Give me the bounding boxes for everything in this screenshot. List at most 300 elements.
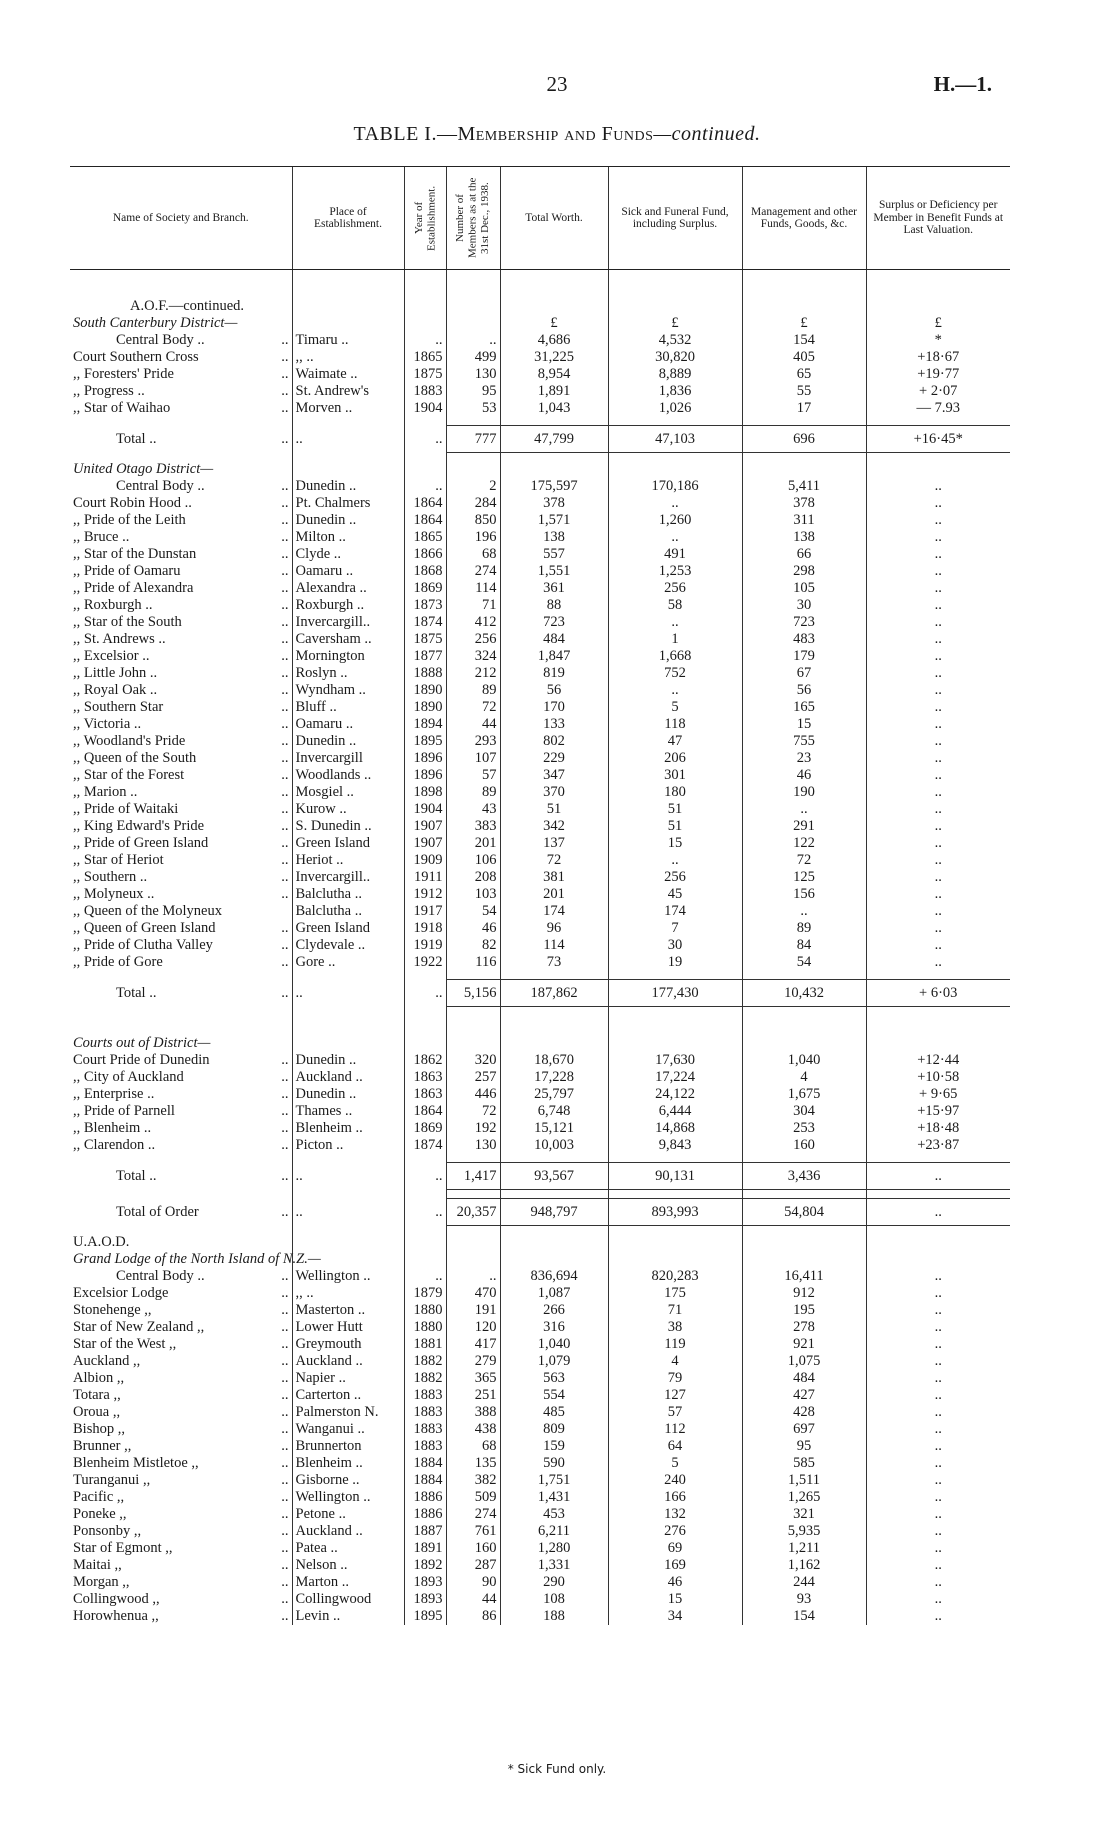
management-fund: 156 [742,886,866,903]
members: 120 [446,1319,500,1336]
leader-dots: .. [281,349,289,365]
table-row [70,903,1010,920]
surplus: +15·97 [866,1103,1010,1120]
surplus: — 7.93 [866,400,1010,417]
spacer-cell [500,1154,608,1163]
place: Balclutha .. [292,886,404,903]
sick-fund: 57 [608,1404,742,1421]
sick-fund: .. [608,495,742,512]
year: 1863 [404,1069,446,1086]
sick-fund: 301 [608,767,742,784]
management-fund: 17 [742,400,866,417]
leader-dots: .. [281,835,289,851]
surplus: .. [866,920,1010,937]
branch-name-cell [70,1052,292,1069]
branch-name-cell [70,1370,292,1387]
sick-fund: 175 [608,1285,742,1302]
total-worth: 175,597 [500,478,608,495]
sick-fund: 38 [608,1319,742,1336]
surplus: +18·48 [866,1120,1010,1137]
leader-dots: .. [281,580,289,596]
table-row [70,1103,1010,1120]
place: Morven .. [292,400,404,417]
sick-fund: 119 [608,1336,742,1353]
empty-cell [292,1035,404,1052]
leader-dots: .. [281,699,289,715]
branch-name: Star of Egmont ,, [73,1540,173,1556]
empty-cell [446,315,500,332]
total-worth: 1,431 [500,1489,608,1506]
sick-fund: 51 [608,801,742,818]
members: 114 [446,580,500,597]
surplus: .. [866,1523,1010,1540]
document-code: H.—1. [933,72,992,96]
branch-name-cell [70,750,292,767]
members: 68 [446,546,500,563]
sick-fund: 15 [608,835,742,852]
table-row [70,349,1010,366]
branch-name-cell [70,1069,292,1086]
management-fund: 66 [742,546,866,563]
branch-name: ,, Star of the Forest [73,767,185,783]
membership-table [70,166,1010,1625]
place: Thames .. [292,1103,404,1120]
spacer-cell [742,453,866,462]
leader-dots: .. [281,1370,289,1386]
leader-dots: .. [281,937,289,953]
branch-name-cell [70,597,292,614]
branch-name-cell [70,529,292,546]
table-row [70,614,1010,631]
branch-name: ,, Clarendon .. [73,1137,156,1153]
place: St. Andrew's [292,383,404,400]
members: 196 [446,529,500,546]
surplus: +19·77 [866,366,1010,383]
management-fund: 89 [742,920,866,937]
leader-dots: .. [281,954,289,970]
leader-dots: .. [281,984,289,1001]
currency-symbol: £ [742,315,866,332]
branch-name-cell [70,1557,292,1574]
branch-name-cell [70,1086,292,1103]
surplus: .. [866,835,1010,852]
currency-row [70,315,1010,332]
management-fund: 244 [742,1574,866,1591]
place: .. [292,426,404,453]
members: 274 [446,1506,500,1523]
col-header-surplus: Surplus or Deficiency per Member in Benefit Funds at Last Valuation. [866,167,1010,270]
place: Brunnerton [292,1438,404,1455]
members: 46 [446,920,500,937]
year: 1877 [404,648,446,665]
branch-name-cell [70,1199,292,1226]
total-worth: 4,686 [500,332,608,349]
branch-name: Excelsior Lodge [73,1285,169,1301]
surplus: .. [866,1455,1010,1472]
total-worth: 47,799 [500,426,608,453]
table-row [70,1086,1010,1103]
branch-name-cell [70,886,292,903]
year: 1890 [404,682,446,699]
spacer-cell [866,971,1010,980]
members: 438 [446,1421,500,1438]
branch-name: ,, Pride of Parnell [73,1103,175,1119]
branch-name: ,, Excelsior .. [73,648,150,664]
total-worth: 138 [500,529,608,546]
branch-name-cell [70,954,292,971]
year: 1883 [404,1404,446,1421]
branch-name: Court Robin Hood .. [73,495,192,511]
members: 388 [446,1404,500,1421]
table-row [70,1404,1010,1421]
members: 279 [446,1353,500,1370]
empty-cell [404,1035,446,1052]
sick-fund: 240 [608,1472,742,1489]
place: ,, .. [292,349,404,366]
place: Napier .. [292,1370,404,1387]
place: Auckland .. [292,1523,404,1540]
total-worth: 316 [500,1319,608,1336]
members: 130 [446,1137,500,1154]
year: 1875 [404,631,446,648]
leader-dots: .. [281,512,289,528]
leader-dots: .. [281,478,289,494]
year: 1882 [404,1370,446,1387]
sick-fund: 206 [608,750,742,767]
table-row [70,886,1010,903]
management-fund: 5,935 [742,1523,866,1540]
branch-name-cell [70,1336,292,1353]
spacer-cell [500,1226,608,1235]
empty-cell [742,461,866,478]
branch-name-cell [70,1489,292,1506]
total-worth: 108 [500,1591,608,1608]
year: 1887 [404,1523,446,1540]
branch-name-cell [70,1404,292,1421]
col-header-management: Management and other Funds, Goods, &c. [742,167,866,270]
branch-name: Total of Order [116,1203,199,1220]
branch-name: Central Body .. [116,1268,205,1284]
spacer-cell [446,1190,500,1199]
sick-fund: 118 [608,716,742,733]
surplus: .. [866,1574,1010,1591]
total-worth: 201 [500,886,608,903]
management-fund: 15 [742,716,866,733]
sick-fund: 491 [608,546,742,563]
table-row [70,1421,1010,1438]
table-row [70,1387,1010,1404]
spacer-cell [446,270,500,299]
management-fund: 1,162 [742,1557,866,1574]
empty-cell [500,1234,608,1251]
spacer-row [70,1226,1010,1235]
branch-name: Maitai ,, [73,1557,122,1573]
surplus: +23·87 [866,1137,1010,1154]
year: 1893 [404,1574,446,1591]
leader-dots: .. [281,563,289,579]
table-row [70,835,1010,852]
surplus: .. [866,1608,1010,1625]
empty-cell [292,1234,404,1251]
year: 1869 [404,580,446,597]
place: Balclutha .. [292,903,404,920]
table-body [70,270,1010,1626]
surplus: .. [866,784,1010,801]
year: 1864 [404,512,446,529]
table-row [70,750,1010,767]
spacer-cell [608,453,742,462]
currency-symbol: £ [608,315,742,332]
branch-name: ,, Bruce .. [73,529,130,545]
empty-cell [500,298,608,315]
leader-dots: .. [281,682,289,698]
empty-cell [866,298,1010,315]
members: 470 [446,1285,500,1302]
table-row [70,920,1010,937]
surplus: .. [866,1591,1010,1608]
branch-name: ,, Star of the Dunstan [73,546,197,562]
members: 72 [446,699,500,716]
branch-name-cell [70,1387,292,1404]
place: Bluff .. [292,699,404,716]
management-fund: 165 [742,699,866,716]
leader-dots: .. [281,1052,289,1068]
surplus: .. [866,682,1010,699]
spacer-cell [70,971,292,980]
spacer-cell [404,417,446,426]
branch-name-cell [70,426,292,453]
sick-fund: 276 [608,1523,742,1540]
leader-dots: .. [281,1506,289,1522]
leader-dots: .. [281,1069,289,1085]
year: .. [404,980,446,1007]
sick-fund: 1,260 [608,512,742,529]
year: 1880 [404,1302,446,1319]
total-worth: 188 [500,1608,608,1625]
year: 1896 [404,767,446,784]
year: 1882 [404,1353,446,1370]
branch-name: Poneke ,, [73,1506,127,1522]
year: 1919 [404,937,446,954]
empty-cell [500,1251,608,1268]
branch-name: Oroua ,, [73,1404,121,1420]
empty-cell [446,461,500,478]
place: Greymouth [292,1336,404,1353]
total-worth: 1,331 [500,1557,608,1574]
table-row [70,529,1010,546]
surplus: .. [866,529,1010,546]
branch-name: Total .. [116,430,157,447]
total-worth: 723 [500,614,608,631]
total-worth: 802 [500,733,608,750]
management-fund: 1,040 [742,1052,866,1069]
year: 1892 [404,1557,446,1574]
currency-symbol: £ [866,315,1010,332]
surplus: .. [866,852,1010,869]
place: Heriot .. [292,852,404,869]
total-worth: 114 [500,937,608,954]
branch-name-cell [70,580,292,597]
management-fund: 253 [742,1120,866,1137]
table-row [70,478,1010,495]
members: .. [446,1268,500,1285]
surplus: +10·58 [866,1069,1010,1086]
management-fund: 484 [742,1370,866,1387]
year: 1907 [404,818,446,835]
members: 89 [446,784,500,801]
sick-fund: 1 [608,631,742,648]
branch-name: ,, Pride of the Leith [73,512,186,528]
total-row [70,1199,1010,1226]
members: 201 [446,835,500,852]
members: 382 [446,1472,500,1489]
place: Nelson .. [292,1557,404,1574]
spacer-cell [292,270,404,299]
spacer-cell [608,1154,742,1163]
spacer-cell [70,453,292,462]
year: 1868 [404,563,446,580]
leader-dots: .. [281,546,289,562]
table-row [70,1120,1010,1137]
spacer-cell [608,1190,742,1199]
branch-name-cell [70,818,292,835]
sick-fund: 51 [608,818,742,835]
members: 284 [446,495,500,512]
place: Dunedin .. [292,478,404,495]
empty-cell [446,1251,500,1268]
branch-name: ,, Little John .. [73,665,158,681]
leader-dots: .. [281,1557,289,1573]
sick-fund: 5 [608,699,742,716]
year: 1884 [404,1455,446,1472]
members: 274 [446,563,500,580]
empty-cell [404,315,446,332]
branch-name: ,, Pride of Clutha Valley [73,937,213,953]
members: 208 [446,869,500,886]
spacer-cell [70,270,292,299]
leader-dots: .. [281,1167,289,1184]
sick-fund: 177,430 [608,980,742,1007]
branch-name-cell [70,716,292,733]
members: 130 [446,366,500,383]
spacer-cell [70,1190,292,1199]
place: Invercargill [292,750,404,767]
spacer-cell [500,971,608,980]
sick-fund: 79 [608,1370,742,1387]
branch-name-cell [70,1302,292,1319]
surplus: .. [866,1353,1010,1370]
total-worth: 342 [500,818,608,835]
empty-cell [866,1035,1010,1052]
branch-name-cell [70,1472,292,1489]
spacer-row [70,971,1010,980]
surplus: .. [866,648,1010,665]
members: 777 [446,426,500,453]
empty-cell [500,1035,608,1052]
total-worth: 51 [500,801,608,818]
management-fund: 195 [742,1302,866,1319]
year: .. [404,1268,446,1285]
members: 191 [446,1302,500,1319]
section-heading: Courts out of District— [73,1035,211,1051]
year: 1881 [404,1336,446,1353]
sick-fund: 15 [608,1591,742,1608]
surplus: .. [866,1404,1010,1421]
table-row [70,580,1010,597]
table-row [70,784,1010,801]
year: .. [404,1199,446,1226]
management-fund: 10,432 [742,980,866,1007]
table-row [70,1472,1010,1489]
place: Dunedin .. [292,512,404,529]
members: 5,156 [446,980,500,1007]
branch-name-cell [70,835,292,852]
branch-name: Auckland ,, [73,1353,141,1369]
branch-name-cell [70,1103,292,1120]
members: 135 [446,1455,500,1472]
branch-name: Horowhenua ,, [73,1608,159,1624]
members: 43 [446,801,500,818]
branch-name: Bishop ,, [73,1421,125,1437]
spacer-cell [292,1226,404,1235]
management-fund: 105 [742,580,866,597]
management-fund: 67 [742,665,866,682]
sick-fund: 17,224 [608,1069,742,1086]
sick-fund: 893,993 [608,1199,742,1226]
branch-name-cell [70,937,292,954]
year: 1884 [404,1472,446,1489]
surplus: .. [866,1506,1010,1523]
spacer-cell [292,1154,404,1163]
place: Blenheim .. [292,1455,404,1472]
empty-cell [866,1234,1010,1251]
total-worth: 361 [500,580,608,597]
surplus: .. [866,1540,1010,1557]
year: 1869 [404,1120,446,1137]
members: 761 [446,1523,500,1540]
leader-dots: .. [281,1086,289,1102]
total-worth: 174 [500,903,608,920]
spacer-cell [500,270,608,299]
year: 1918 [404,920,446,937]
year: 1875 [404,366,446,383]
spacer-cell [742,971,866,980]
empty-cell [742,1035,866,1052]
surplus: +12·44 [866,1052,1010,1069]
branch-name: ,, Marion .. [73,784,138,800]
leader-dots: .. [281,1302,289,1318]
spacer-cell [608,270,742,299]
branch-name-cell [70,349,292,366]
leader-dots: .. [281,716,289,732]
branch-name: ,, Foresters' Pride [73,366,174,382]
branch-name: ,, Pride of Alexandra [73,580,194,596]
total-worth: 347 [500,767,608,784]
members: 68 [446,1438,500,1455]
management-fund: 54,804 [742,1199,866,1226]
empty-cell [292,298,404,315]
branch-name: ,, Pride of Gore [73,954,163,970]
empty-cell [500,461,608,478]
table-row [70,818,1010,835]
col-header-members: Number of Members as at the 31st Dec., 1938. [454,177,492,259]
empty-cell [404,1251,446,1268]
branch-name: Central Body .. [116,478,205,494]
table-row [70,1455,1010,1472]
branch-name: ,, Royal Oak .. [73,682,158,698]
place: Wanganui .. [292,1421,404,1438]
surplus: .. [866,1199,1010,1226]
